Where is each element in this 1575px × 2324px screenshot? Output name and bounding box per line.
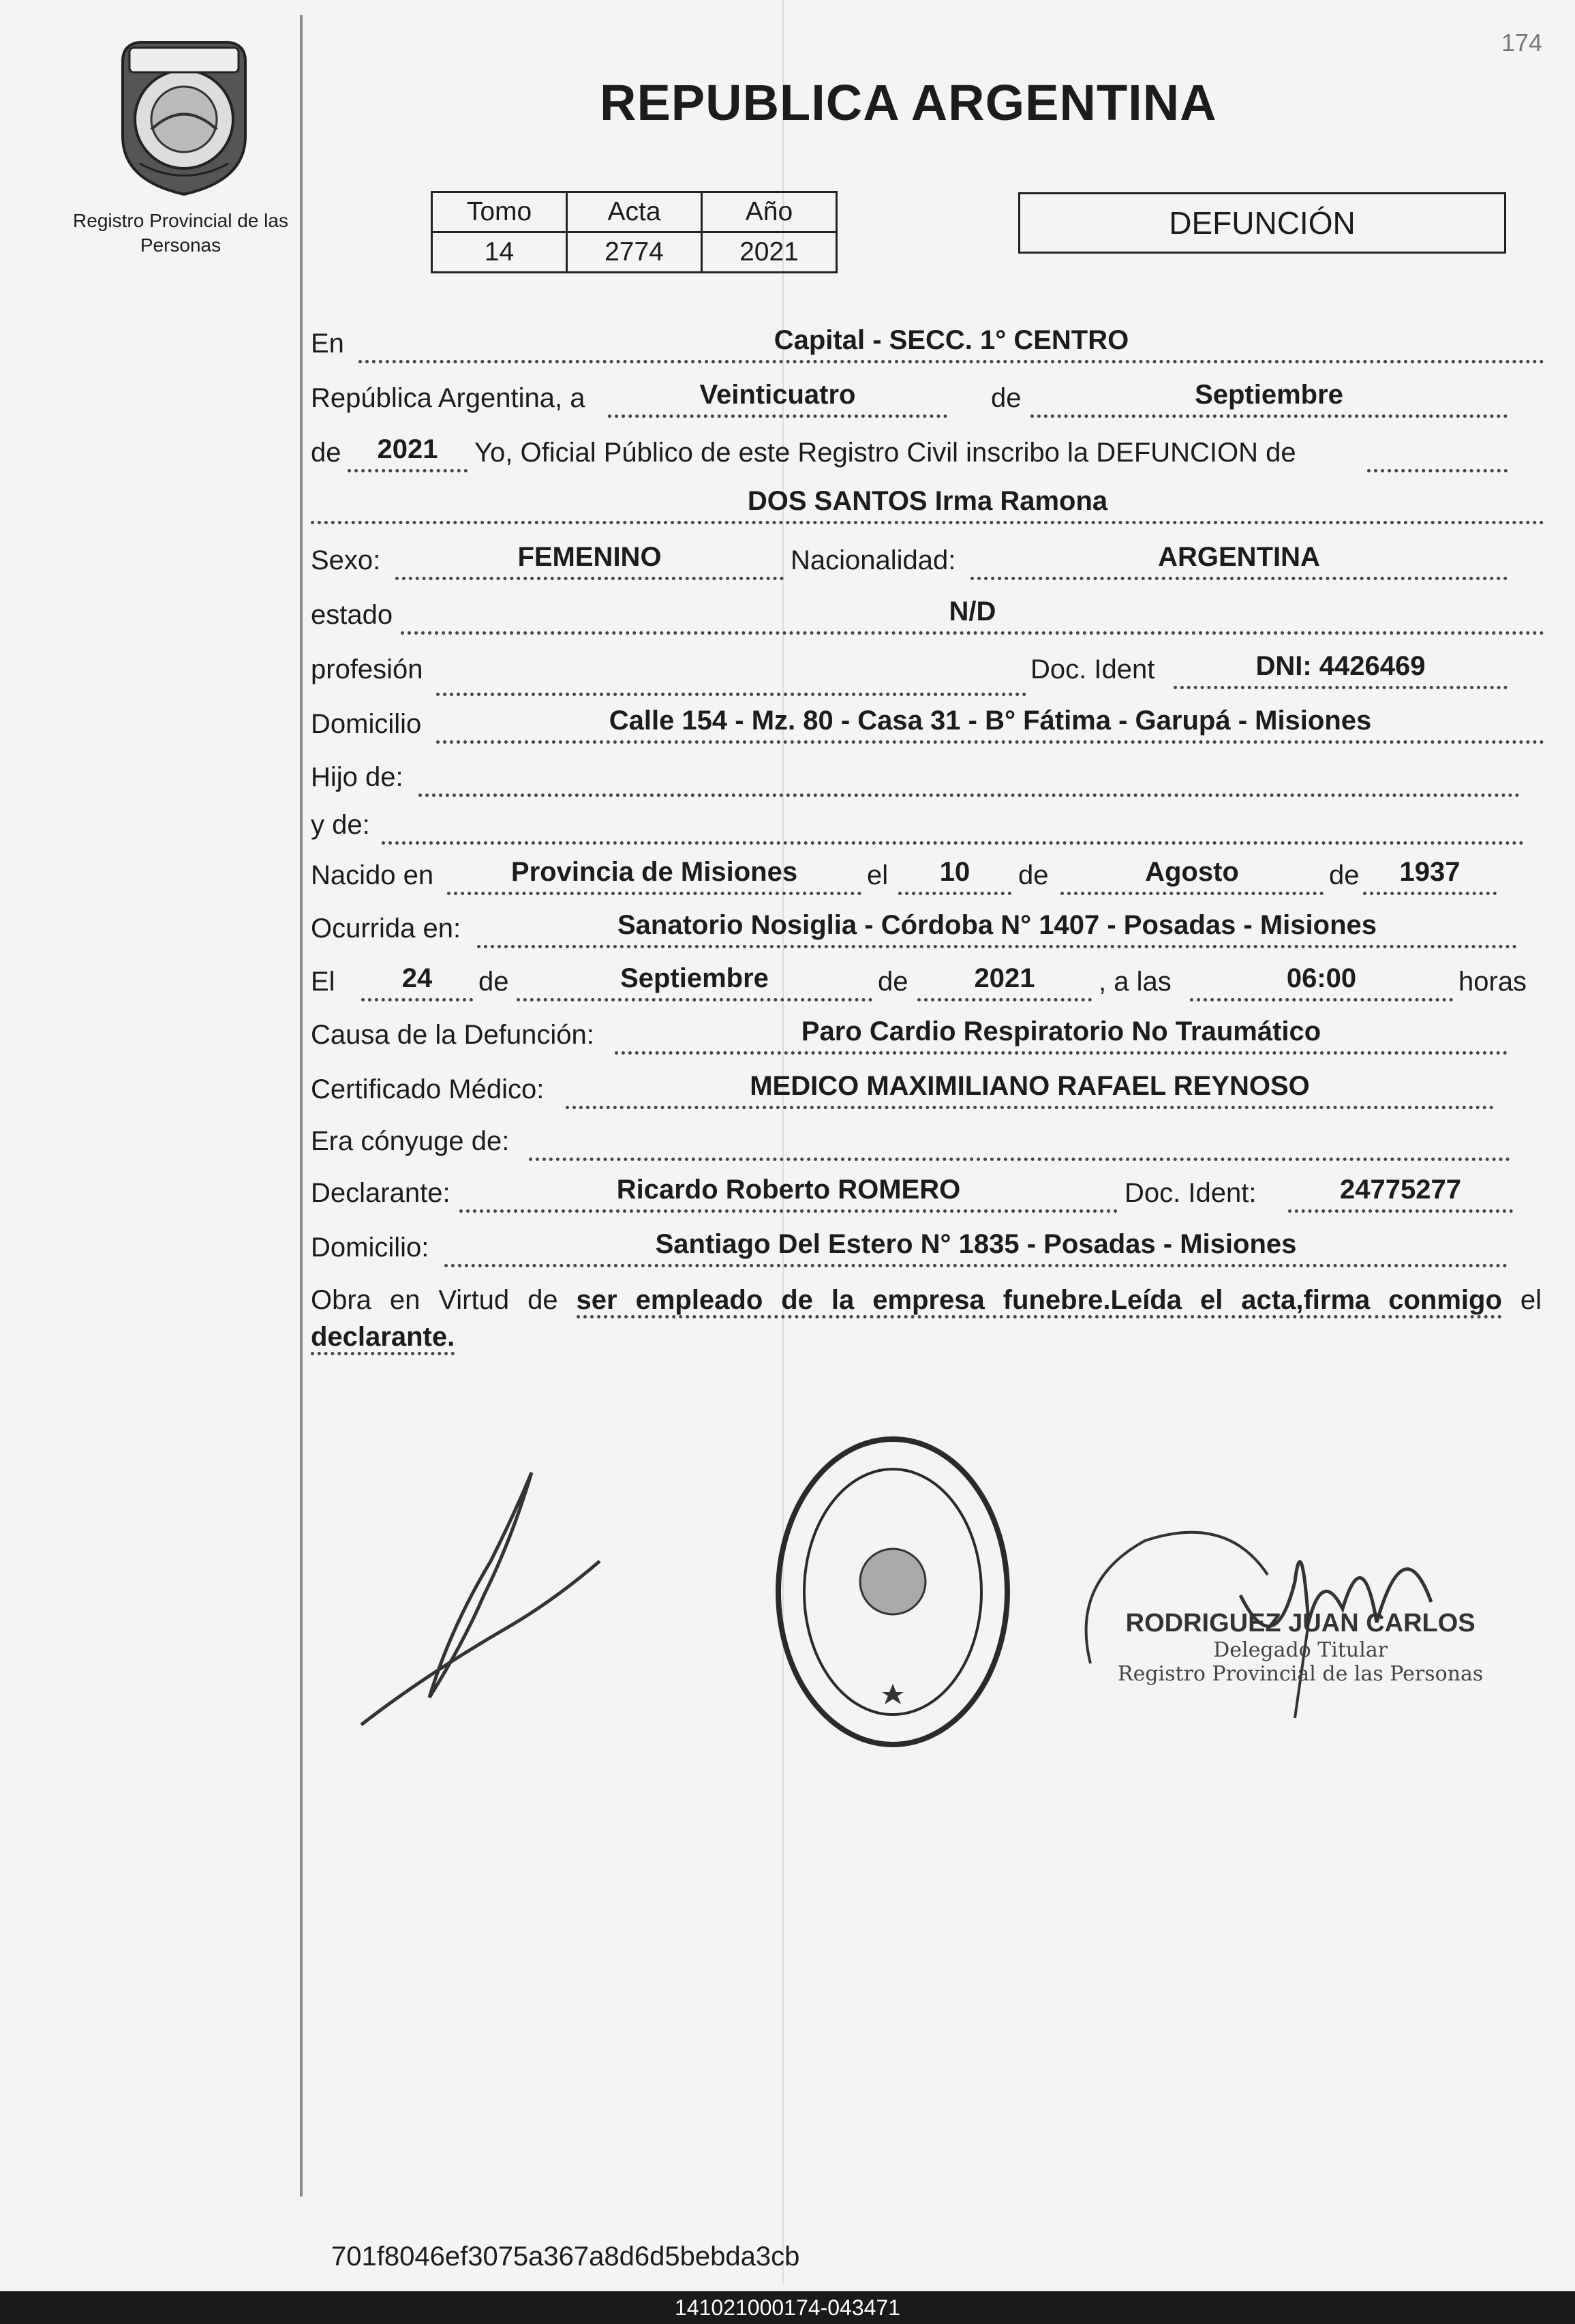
signer-registry: Registro Provincial de las Personas <box>1118 1662 1484 1686</box>
tomo-header: Tomo <box>432 192 567 232</box>
document-hash: 701f8046ef3075a367a8d6d5bebda3cb <box>331 2242 800 2272</box>
field-birth-day: 10 <box>898 856 1011 895</box>
label-a-las: , a las <box>1099 967 1172 997</box>
label-profesion: profesión <box>311 654 423 684</box>
label-doc-declarant: Doc. Ident: <box>1125 1178 1257 1208</box>
page-number: 174 <box>1501 29 1542 57</box>
label-el-birth: el <box>867 860 889 890</box>
field-birth-month: Agosto <box>1060 856 1324 895</box>
label-de-birth-2: de <box>1329 860 1360 890</box>
field-profesion <box>436 657 1026 696</box>
label-de: de <box>991 383 1022 413</box>
field-y-de <box>382 806 1524 845</box>
field-death-year: 2021 <box>917 963 1092 1001</box>
field-spouse <box>529 1122 1510 1161</box>
field-obra-text: ser empleado de la empresa funebre.Leída el acta,firma conmigo <box>577 1285 1502 1318</box>
field-death-day: 24 <box>361 963 473 1001</box>
acta-header: Acta <box>567 192 702 232</box>
label-de-death-2: de <box>878 967 908 997</box>
label-de-birth-1: de <box>1018 860 1049 890</box>
acta-value: 2774 <box>567 232 702 273</box>
official-stamp <box>770 1432 1015 1752</box>
label-certificado: Certificado Médico: <box>311 1074 545 1104</box>
label-conyuge: Era cónyuge de: <box>311 1126 510 1156</box>
label-republica: República Argentina, a <box>311 383 585 413</box>
field-name: DOS SANTOS Irma Ramona <box>311 485 1544 524</box>
field-declarant-address: Santiago Del Estero N° 1835 - Posadas - Misiones <box>444 1228 1508 1267</box>
signer-block <box>1118 1609 1483 1686</box>
field-declarant: Ricardo Roberto ROMERO <box>459 1174 1118 1213</box>
field-sex: FEMENINO <box>395 541 784 580</box>
field-month: Septiembre <box>1030 379 1508 418</box>
label-el: El <box>311 967 335 997</box>
field-declarant-doc: 24775277 <box>1288 1174 1513 1213</box>
field-cause: Paro Cardio Respiratorio No Traumático <box>615 1016 1508 1055</box>
field-doc-ident: DNI: 4426469 <box>1174 650 1508 689</box>
label-de-death-1: de <box>478 967 509 997</box>
registry-label: Registro Provincial de las Personas <box>73 210 288 256</box>
record-table <box>431 191 838 273</box>
field-domicilio: Calle 154 - Mz. 80 - Casa 31 - B° Fátima - Garupá - Misiones <box>436 705 1544 744</box>
label-domicilio-declarant: Domicilio: <box>311 1233 429 1263</box>
obra-tail: el <box>1520 1285 1542 1315</box>
label-horas: horas <box>1458 967 1527 997</box>
field-birth-year: 1937 <box>1363 856 1497 895</box>
footer-code: 141021000174-043471 <box>0 2291 1575 2324</box>
label-declarante: Declarante: <box>311 1178 450 1208</box>
field-death-time: 06:00 <box>1190 963 1453 1001</box>
record-type-box: DEFUNCIÓN <box>1018 192 1506 254</box>
label-doc: Doc. Ident <box>1030 654 1155 684</box>
province-seal-logo <box>109 34 259 198</box>
label-domicilio: Domicilio <box>311 709 422 739</box>
anio-value: 2021 <box>702 232 837 273</box>
declarant-signature <box>348 1459 620 1745</box>
label-causa: Causa de la Defunción: <box>311 1020 594 1050</box>
field-filler <box>1367 434 1508 472</box>
label-de-year: de <box>311 438 341 468</box>
label-sexo: Sexo: <box>311 545 381 575</box>
label-yo: Yo, Oficial Público de este Registro Civil inscribo la DEFUNCION de <box>474 438 1296 468</box>
left-margin-line <box>300 15 303 2197</box>
field-death-month: Septiembre <box>517 963 872 1001</box>
field-hijo-de <box>418 758 1520 797</box>
tomo-value: 14 <box>432 232 567 273</box>
label-estado: estado <box>311 600 393 630</box>
label-en: En <box>311 329 344 359</box>
label-obra: Obra en Virtud de <box>311 1285 558 1315</box>
label-hijo: Hijo de: <box>311 762 403 792</box>
field-nationality: ARGENTINA <box>970 541 1508 580</box>
field-location: Capital - SECC. 1° CENTRO <box>358 325 1544 363</box>
label-ocurrida: Ocurrida en: <box>311 914 461 944</box>
field-occurred-at: Sanatorio Nosiglia - Córdoba N° 1407 - Posadas - Misiones <box>477 909 1517 948</box>
obra-paragraph <box>311 1282 1542 1355</box>
field-obra-end: declarante. <box>311 1322 455 1355</box>
field-certificate: MEDICO MAXIMILIANO RAFAEL REYNOSO <box>566 1070 1494 1109</box>
field-birth-place: Provincia de Misiones <box>447 856 861 895</box>
field-estado: N/D <box>401 596 1544 635</box>
field-year: 2021 <box>348 434 468 472</box>
anio-header: Año <box>702 192 837 232</box>
label-y-de: y de: <box>311 810 370 840</box>
label-nacido: Nacido en <box>311 860 434 890</box>
field-day: Veinticuatro <box>608 379 947 418</box>
page-title: REPUBLICA ARGENTINA <box>600 74 1217 131</box>
label-nacionalidad: Nacionalidad: <box>791 545 956 575</box>
signer-name: RODRIGUEZ JUAN CARLOS <box>1125 1609 1475 1638</box>
signer-role: Delegado Titular <box>1213 1638 1388 1662</box>
